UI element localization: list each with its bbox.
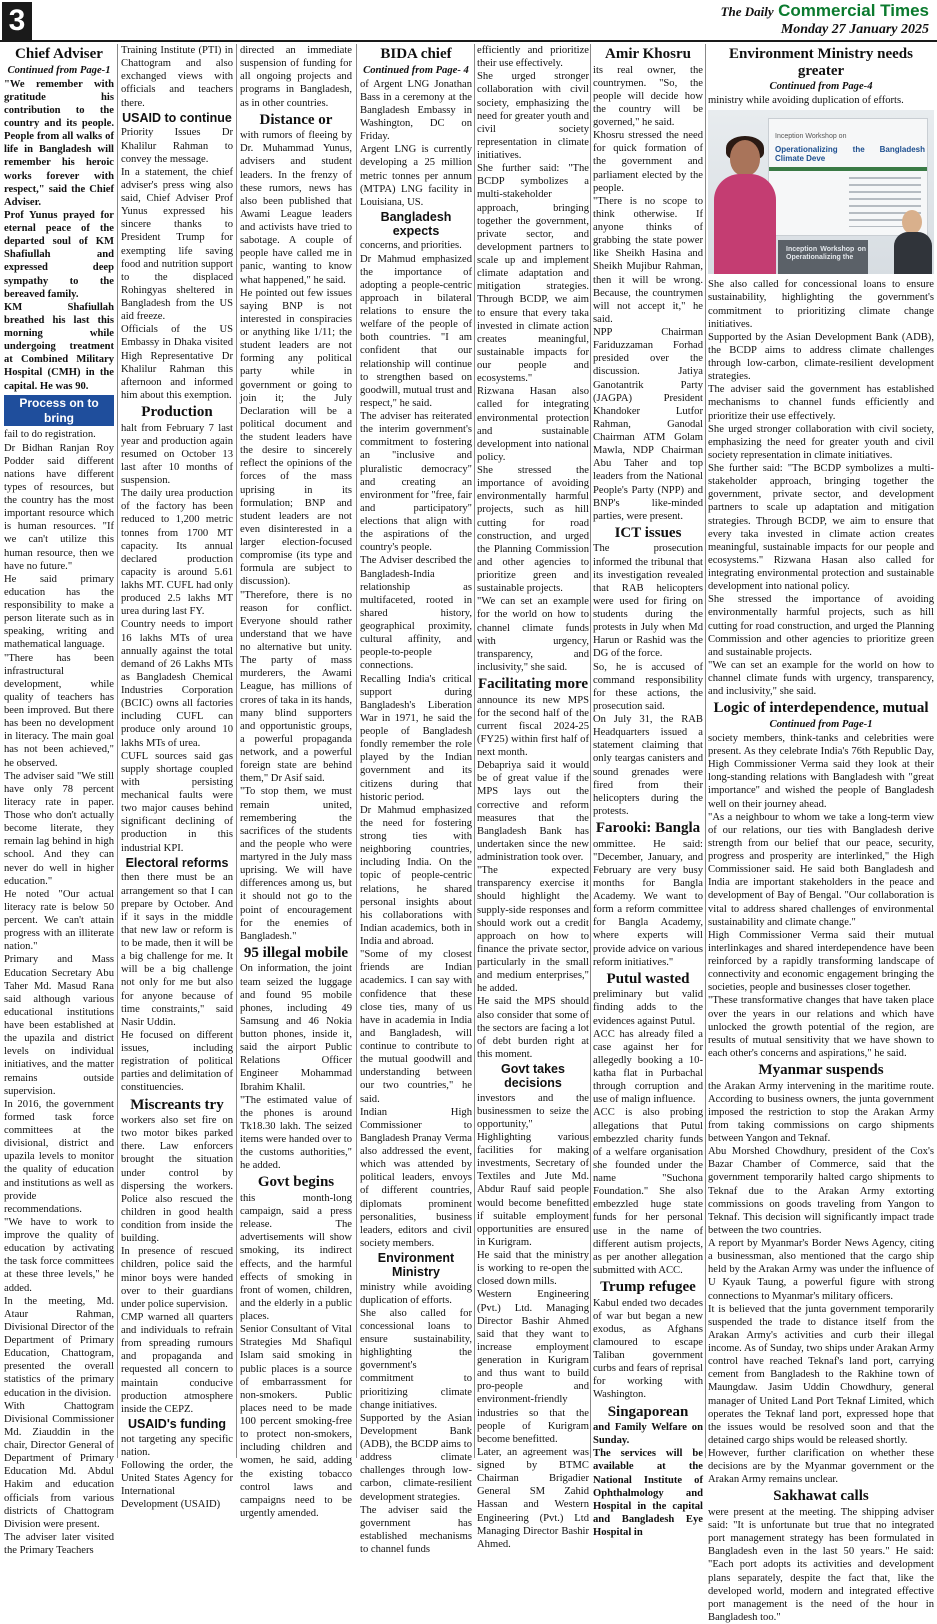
paragraph: He said that the ministry is working to re-open the closed down mills. <box>477 1250 589 1288</box>
paragraph: its real owner, the countrymen. "So, the people will decide how the country will be governed," he said. <box>593 64 703 128</box>
paragraph: and Family Welfare on Sunday. <box>593 1422 703 1447</box>
paragraph: Prof Yunus prayed for eternal peace of the departed soul of KM Shafiullah and expressed deep sympathy to the bereaved family. <box>4 209 114 300</box>
paragraph: In presence of rescued children, police said the minor boys were handed over to their guardians under police supervision. <box>121 1246 233 1310</box>
speaker-head <box>730 140 760 176</box>
headline: Myanmar suspends <box>758 1062 884 1078</box>
paragraph: Highlighting various facilities for making investments, Secretary of Textiles and Jute Md. Abdur Rauf said people would become benefitted if suitable employment opportunities are ensured in Kurigram. <box>477 1131 589 1248</box>
paragraph: Khosru stressed the need for quick formation of the government and parliament elected by the people. <box>593 130 703 194</box>
paragraph: On information, the joint team seized the luggage and found 95 mobile phones, including 49 Samsung and 46 Nokia button phones, inside it, said the airport Public Relations Officer Engineer Mohammad Ibrahim Khalil. <box>240 963 352 1093</box>
headline: USAID to continue <box>122 110 232 125</box>
paragraph: preliminary but valid finding adds to the evidences against Putul. <box>593 989 703 1027</box>
paragraph: She also called for concessional loans to ensure sustainability, highlighting the government's commitment to prioritizing climate change initiatives. <box>708 279 934 330</box>
paragraph: "We have to work to improve the quality of education by activating the task force committees at these three levels," he added. <box>4 1216 114 1294</box>
paragraph: Abu Morshed Chowdhury, president of the Cox's Bazar Chamber of Commerce, said that the government temporarily halted cargo shipments to Teknaf due to the Arakan Army extorting commissions on goods traveling from Yangon to Teknaf. This decision will significantly impact trade between the two countries. <box>708 1146 934 1236</box>
paragraph: The adviser later visited the Primary Teachers <box>4 1531 114 1556</box>
paragraph: "We remember with gratitude his contribution to the country and its people. People from all walks of life in Bangladesh will remember his heroic works forever with respect," said the Chief Adviser. <box>4 78 114 208</box>
screen-strip <box>769 167 927 171</box>
paragraph: Indian High Commissioner to Bangladesh Pranay Verma also addressed the event, which was attended by political leaders, envoys of different countries, diplomats prominent personalities, business leaders, editors and civil society members. <box>360 1106 472 1249</box>
headline: Electoral reforms <box>125 855 229 870</box>
paragraph: ministry while avoiding duplication of efforts. <box>708 95 904 107</box>
column-2 <box>121 44 233 1511</box>
headline: Sakhawat calls <box>773 1488 869 1505</box>
headline: USAID's funding <box>127 1416 227 1431</box>
paragraph: fail to do registration. <box>4 429 96 441</box>
headline: Bangladesh expects <box>380 209 452 238</box>
headline: Logic of interdependence, mutual <box>713 700 929 717</box>
paragraph: She also called for concessional loans to ensure sustainability, highlighting the government's commitment to prioritizing climate change initiatives. <box>360 1307 472 1411</box>
headline: Govt takes decisions <box>501 1062 565 1090</box>
paragraph: Primary and Mass Education Secretary Abu Taher Md. Masud Rana said although various educational institutions have been established at the upazila and district levels on individual initiatives, and the matter remains outside supervision. <box>4 954 114 1097</box>
paragraph: Later, an agreement was signed by BTMC Chairman Brigadier General SM Zahid Hassan and Western Engineering (Pvt.) Ltd Managing Director Bashir Ahmed. <box>477 1446 589 1550</box>
masthead <box>0 0 937 40</box>
column-divider <box>705 44 706 1458</box>
paragraph: halt from February 7 last year and production again resumed on October 13 last after 10 months of suspension. <box>121 422 233 486</box>
paragraph: NPP Chairman Fariduzzaman Forhad presided over the discussion. Jatiya Ganotantrik Party (JAGPA) President Khandoker Lutfor Rahman, Ganodal Chairman ATM Golam Mawla, NDP Chairman Abu Taher and top leaders from the National People's Party (NPP) and BNP's like-minded parties, were present. <box>593 327 703 522</box>
speaker-body <box>714 174 776 274</box>
headline: Govt begins <box>257 1174 335 1191</box>
paragraph: Western Engineering (Pvt.) Ltd. Managing Director Bashir Ahmed said that they want to increase employment generation in Kurigram and thus want to build pro-people and environment-friendly industries so that the people of Kurigram become benefitted. <box>477 1289 589 1445</box>
headline: ICT issues <box>614 524 682 541</box>
paragraph: She further said: "The BCDP symbolizes a multi-stakeholder approach, bringing together the government, private sector, and development partners to scale up adaptation and mitigation strategies. Through BCDP, we aim to ensure that every taka invested in climate action creates meaningful, sustainable impacts for our people and ecosystems." Rizwana Hasan also called for integrating environmental protection and sustainable development into national policy. <box>708 463 934 593</box>
paragraph: directed an immediate suspension of funding for all ongoing projects and programs in Bangladesh, as in other countries. <box>240 45 352 109</box>
paragraph: investors and the businessmen to seize the opportunity," <box>477 1092 589 1130</box>
paragraph: A report by Myanmar's Border News Agency, citing a businessman, also mentioned that the cargo ship held by the Arakan Army was under the influence of U Kyauk Taung, a powerful figure with strong connections to Myanmar's military officers. <box>708 1238 934 1302</box>
headline: Trump refugee <box>600 1279 696 1295</box>
paragraph: "We can set an example for the world on how to channel climate funds with urgency, transparency, and inclusivity," she said. <box>708 659 934 698</box>
paragraph: Training Institute (PTI) in Chattogram and also exchanged views with officials and teachers there. <box>121 45 233 109</box>
paragraph: He said primary education has the responsibility to make a person literate such as in speaking, writing and mathematical language. <box>4 573 114 651</box>
paragraph: The services will be available at the National Institute of Ophthalmology and Hospital in the capital and Bangladesh Eye Hospital in <box>593 1448 703 1538</box>
paragraph: In 2016, the government formed task force committees at the divisional, district and upazila levels to monitor the quality of education and institutions as well as provide recommendations. <box>4 1098 114 1215</box>
column-1 <box>4 44 114 1556</box>
brand-name: Commercial Times <box>778 1 929 20</box>
paragraph: ACC is also probing allegations that Putul embezzled charity funds of a welfare organisation she founded under the name "Suchona Foundation." She also embezzled huge state funds for her personal use in the name of different autism projects, as per another allegation submitted with ACC. <box>593 1107 703 1276</box>
paragraph: "As a neighbour to whom we take a long-term view of our relations, our ties with Bangladesh derive strength from our belief that our peace, security, progress and prosperity are interlinked," the High Commissioner said. He said both Bangladesh and India are important stakeholders in the peace and development of Bay of Bengal. "Our collaboration is vital to address shared challenges of environmental sustainability and climate change." <box>708 811 934 928</box>
attendee-head <box>902 210 922 234</box>
paragraph: The daily urea production of the factory has been reduced to 1,200 metric tonnes from 1700 MT capacity. Its annual declared production capacity is around 5.61 lakhs MT. CUFL had only produced 2.5 lakhs MT urea during last FY. <box>121 488 233 618</box>
paragraph: In the meeting, Md. Ataur Rahman, Divisional Director of the Department of Primary Education, Chattogram, presented the overall statistics of the primary education in the division. <box>4 1295 114 1399</box>
headline: Farooki: Bangla <box>595 820 701 836</box>
paragraph: The prosecution informed the tribunal that its investigation revealed that RAB helicopters were used for firing on students during the protests in July when Md Harun or Rashid was the DG of the force. <box>593 543 703 660</box>
paragraph: She further said: "The BCDP symbolizes a multi-stakeholder approach, bringing together the government, private sector, and development partners to scale up and implement climate adaptation and mitigation strategies. Through BCDP, we aim to ensure that every taka invested in climate action creates meaningful, sustainable impacts for our people and ecosystems." <box>477 163 589 385</box>
paragraph: On July 31, the RAB Headquarters issued a statement claiming that only teargas canisters and sound grenades were fired from their helicopters during the protests. <box>593 714 703 817</box>
brand-prefix: The Daily <box>720 4 774 19</box>
column-3 <box>240 44 352 1519</box>
continued-note: Continued from Page-1 <box>7 64 111 76</box>
paragraph: In a statement, the chief adviser's press wing also said, Chief Adviser Prof Yunus expressed his sincere thanks to President Trump for exempting life saving food and nutrition support to the displaced Rohingyas sheltered in Bangladesh from the US aid freeze. <box>121 166 233 323</box>
headline: Singaporean <box>607 1403 689 1420</box>
headline-band: Process on to bring <box>4 395 114 427</box>
continued-note: Continued from Page- 4 <box>363 64 469 76</box>
headline: Miscreants try <box>130 1096 224 1113</box>
paragraph: efficiently and prioritize their use effectively. <box>477 45 589 70</box>
masthead-rule <box>0 40 937 42</box>
headline: Production <box>141 404 213 420</box>
paragraph: announce its new MPS for the second half of the current fiscal 2024-25 (FY25) within first half of next month. <box>477 694 589 758</box>
paragraph: with rumors of fleeing by Dr. Muhammad Yunus, advisers and student leaders. In the frenzy of these rumors, news has also been published that Awami League leaders and activists have tried to sabotage. A couple of people have called me in panic, wanting to know what happened," he said. <box>240 130 352 286</box>
continued-note: Continued from Page-1 <box>769 718 873 730</box>
paragraph: The adviser has reiterated the interim government's commitment to fostering an "inclusive and pluralistic democracy" and creating an environment for "free, fair and participatory" elections that align with the aspirations of the country's people. <box>360 411 472 554</box>
paragraph: So, he is accused of command responsibility for these actions, the prosecution said. <box>593 661 703 712</box>
column-4 <box>360 44 472 1555</box>
news-photo <box>708 110 934 274</box>
paragraph: Priority Issues Dr Khalilur Rahman to convey the message. <box>121 127 233 165</box>
paragraph: He focused on different issues, including registration of political parties and delimitation of constituencies. <box>121 1029 233 1094</box>
paragraph: "These transformative changes that have taken place over the years in our relations and which have unlocked the growth potential of the region, are results of mutual sensitivity that we have shown to each other's concerns and aspirations," he said. <box>708 995 934 1059</box>
paragraph: "We can set an example for the world on how to channel climate funds with urgency, transparency, and inclusivity," she said. <box>477 596 589 673</box>
headline: Amir Khosru <box>605 46 691 62</box>
paragraph: society members, think-tanks and celebrities were present. As they celebrate India's 76th Republic Day, High Commissioner Verma said they look at their long-standing relations with Bangladesh with "great importance" and wished the people of Bangladesh well on their journey ahead. <box>708 732 934 810</box>
paragraph: The adviser said the government has established mechanisms to channel funds <box>360 1504 472 1555</box>
paragraph: "Some of my closest friends are Indian academics. I can say with confidence that these close ties, many of us have in academia in India and Bangladesh, will continue to contribute to the mutual goodwill and understanding between our two countries," he said. <box>360 949 472 1105</box>
paragraph: The Adviser described the Bangladesh-India relationship as multifaceted, rooted in shared history, geographical proximity, cultural affinity, and people-to-people connections. <box>360 555 472 672</box>
paragraph: were present at the meeting. The shipping adviser said: "It is unfortunate but true that no integrated port management strategy has been formulated in Bangladesh even in the last 50 years." He said: "Each port adopts its activities and development plans separately, despite the fact that, like the developed world, modern and integrated effective port management is the need of the hour in Bangladesh too." <box>708 1506 934 1623</box>
column-divider <box>356 44 357 1458</box>
paragraph: Dr Bidhan Ranjan Roy Podder said different nations have different types of resources, but the country has the most important resource which is human resources. "If we can't utilize this human resource, then we have no future." <box>4 442 114 572</box>
paragraph: ACC has already filed a case against her for allegedly booking a 10-katha flat in Purbachal through corruption and use of malign influence. <box>593 1028 703 1106</box>
paragraph: CUFL sources said gas supply shortage coupled with persisting mechanical faults were two major causes behind significant declining of production in this industrial KPI. <box>121 750 233 854</box>
screen-subtitle: Inception Workshop on <box>775 133 847 141</box>
headline: Putul wasted <box>606 970 690 987</box>
paragraph: this month-long campaign, said a press release. The advertisements will show smoking, its indirect effects, and the harmful effects of smoking in front of women, children, and the elderly in a public places. <box>240 1192 352 1322</box>
screen-title: Operationalizing the Bangladesh Climate Deve <box>775 145 925 164</box>
newspaper-brand <box>721 1 929 38</box>
issue-date: Monday 27 January 2025 <box>780 22 929 37</box>
paragraph: "There has been infrastructural development, while quality of teachers has been improved. But there has been no development in literacy. The main goal has not been achieved," he observed. <box>4 652 114 769</box>
paragraph: She stressed the importance of avoiding environmentally harmful projects, such as hill cutting for road construction, and urged the Planning Commission and other agencies to prioritize green and sustainable projects. <box>708 594 934 658</box>
paragraph: Dr Mahmud emphasized the need for fostering strong ties with neighboring countries, including India. On the topic of people-centric relations, he shared personal insights about his collaborations with Indian academics, both in India and abroad. <box>360 804 472 947</box>
attendee-body <box>894 232 932 274</box>
paragraph: He pointed out few issues saying BNP is not interested in conspiracies or anything like 1/11; the student leaders are not forming any political party while in government or going to join it; the July Declaration will be a political document and the student leaders have the desire to sincerely reflect the opinions of the forces of the mass uprising in its formulation; BNP and student leaders are not even disinterested in a larger election-focused compromise (its type and formula are subject to discussion). <box>240 287 352 588</box>
paragraph: The adviser said the government has established mechanisms to channel funds efficiently and prioritize their use effectively. <box>708 384 934 422</box>
paragraph: Rizwana Hasan also called for integrating environmental protection and sustainable development into national policy. <box>477 386 589 463</box>
paragraph: Supported by the Asian Development Bank (ADB), the BCDP aims to address climate challenges through low-carbon, climate-resilient development strategies. <box>708 331 934 383</box>
paragraph: concerns, and priorities. <box>360 240 462 252</box>
column-divider <box>590 44 591 1458</box>
column-divider <box>474 44 475 1458</box>
column-7 <box>708 44 934 1623</box>
headline: 95 illegal mobile <box>243 944 349 961</box>
paragraph: Supported by the Asian Development Bank (ADB), the BCDP aims to address climate challenges through low-carbon, climate-resilient development strategies. <box>360 1412 472 1503</box>
page-number: 3 <box>2 2 32 40</box>
column-divider <box>117 44 118 1458</box>
headline: Facilitating more <box>477 676 589 692</box>
paragraph: Dr Mahmud emphasized the importance of adopting a people-centric approach in bilateral relations to ensure the welfare of the people of both countries. "I am confident that our relationship will continue to strengthen based on goodwill, mutual trust and respect," he said. <box>360 253 472 409</box>
paragraph: He noted "Our actual literacy rate is below 50 percent. We can't attain progress with an illiterate nation." <box>4 888 114 953</box>
headline: Distance or <box>259 111 333 128</box>
column-6 <box>593 44 704 1538</box>
paragraph: Following the order, the United States Agency for International Development (USAID) <box>121 1459 233 1511</box>
paragraph: Kabul ended two decades of war but began a new exodus, as Afghans clamoured to escape Taliban government curbs and fears of reprisal for working with Washington. <box>593 1297 704 1401</box>
column-divider <box>236 44 237 1458</box>
paragraph: CMP warned all quarters and individuals to refrain from spreading rumours and propaganda and requested all concern to maintain conducive production atmosphere inside the CEPZ. <box>121 1311 233 1415</box>
paragraph: With Chattogram Divisional Commissioner Md. Ziauddin in the chair, Director General of Department of Primary Education Md. Abdul Hakim and education officials from various districts of Chattogram Division were present. <box>4 1400 114 1530</box>
paragraph: However, further clarification on whether these decisions are by the Myanmar government or the Arakan Army remains unclear. <box>708 1448 934 1486</box>
headline: Chief Adviser <box>15 46 103 62</box>
paragraph: "The estimated value of the phones is around Tk18.30 lakh. The seized items were handed over to the customs authorities," he added. <box>240 1094 352 1172</box>
headline: BIDA chief <box>380 46 452 62</box>
attendee-figure <box>892 210 932 274</box>
column-5 <box>477 44 589 1550</box>
paragraph: ministry while avoiding duplication of efforts. <box>360 1281 472 1306</box>
paragraph: "The expected transparency exercise it should highlight the supply-side responses and should work out a credit approach on how to finance the private sector, particularly in the small and medium enterprises," he added. <box>477 865 589 995</box>
paragraph: "To stop them, we must remain united, remembering the sacrifices of the students and the people who were martyred in the July mass uprising. We will have differences among us, but it should not go to the point of encouragement for the enemies of Bangladesh." <box>240 786 352 942</box>
paragraph: High Commissioner Verma said their mutual interlinkages and shared interdependence have been reinforced by a rapidly transforming landscape of connectivity and economic engagement bringing the societies, people and businesses closer together. <box>708 929 934 994</box>
headline: Environment Ministry needs greater <box>729 46 913 79</box>
podium-banner-text: Inception Workshop on Operationalizing the <box>786 246 866 261</box>
paragraph: Recalling India's critical support during Bangladesh's Liberation War in 1971, he said the people of Bangladesh fondly remember the role played by the Indian government and its citizens during that historic period. <box>360 673 472 803</box>
speaker-figure <box>714 140 776 274</box>
paragraph: He said the MPS should also consider that some of the sectors are facing a lot of debt burden right at this moment. <box>477 996 589 1060</box>
paragraph: KM Shafiullah breathed his last this morning while undergoing treatment at Combined Military Hospital (CMH) in the capital. He was 90. <box>4 301 114 392</box>
paragraph: not targeting any specific nation. <box>121 1433 233 1458</box>
paragraph: She stressed the importance of avoiding environmentally harmful projects, such as hill cutting for road construction, and urged the Planning Commission and other agencies to prioritize green and sustainable projects. <box>477 465 589 595</box>
paragraph: Country needs to import 16 lakhs MTs of urea annually against the total demand of 26 Lakhs MTs as Bangladesh Chemical Industries Corporation (BCIC) owns all factories including CUFL can produce only around 10 lakhs MTs of urea. <box>121 619 233 749</box>
paragraph: "Therefore, there is no reason for conflict. Everyone should rather understand that we have no alternative but unity. The party of mass murderers, the Awami League, has millions of crores of taka in its hands, many blind supporters and opportunistic groups, a powerful propaganda network, and a powerful foreign state are behind them," Dr Asif said. <box>240 589 352 785</box>
paragraph: "There is no scope to think otherwise. If anyone thinks of grabbing the state power like Sheikh Hasina and Sheikh Mujibur Rahman, then it will be wrong. Because, the countrymen will not accept it," he said. <box>593 195 703 325</box>
paragraph: then there must be an arrangement so that I can prepare by October. And if it says in the middle that new law or reform is to be made, then it will be a big challenge for me. It will be a big challenge not only for me but also for anyone because of time constraints," said Nasir Uddin. <box>121 872 233 1028</box>
paragraph: Debapriya said it would be of great value if the MPS lays out the corrective and reform measures that the Bangladesh Bank has undertaken since the new administration took over. <box>477 760 589 863</box>
paragraph: of Argent LNG Jonathan Bass in a ceremony at the Bangladesh Embassy in Washington, DC on Friday. <box>360 78 472 143</box>
paragraph: Argent LNG is currently developing a 25 million metric tonnes per annum (MTPA) LNG facility in Louisiana, US. <box>360 144 472 208</box>
paragraph: It is believed that the junta government temporarily suspended the trade to distance itself from the Arakan Army's activities and curb their illegal income. As of Sunday, two ships under Arakan Army control have reached Teknaf's land port, carrying cement from Bangladesh to the Rakhine town of Maungdaw. Jasim Uddin Chowdhury, general manager of United Land Port Teknaf Limited, which operates the Teknaf land port, expressed hope that the issues would be resolved soon and that the detained cargo ships would be released shortly. <box>708 1303 934 1446</box>
paragraph: ommittee. He said: "December, January, and February are very busy months for Bangla Academy. We want to form a reform committee for Bangla Academy, where experts will provide advice on various reform initiatives." <box>593 838 703 968</box>
paragraph: Senior Consultant of Vital Strategies Md Shafiqul Islam said smoking in public places is a source of embarrassment for non-smokers. Public places need to be made 100 percent smoking-free to protect non-smokers, including children and women, he said, adding the existing tobacco control laws and campaigns need to be urgently amended. <box>240 1324 352 1519</box>
paragraph: Officials of the US Embassy in Dhaka visited High Representative Dr Khalilur Rahman this afternoon and informed him about this exemption. <box>121 324 233 401</box>
paragraph: The adviser said "We still have only 78 percent literacy rate in paper. Those who don't actually become literate, they remain lag behind in high school. And they can never do well in higher education." <box>4 770 114 887</box>
paragraph: the Arakan Army intervening in the maritime route. According to business owners, the junta government imposed the restriction to stop the Arakan Army from taking commissions on cargo shipments between Yangon and Teknaf. <box>708 1080 934 1144</box>
paragraph: She urged stronger collaboration with civil society, emphasizing the need for greater youth and civil society representation in climate initiatives. <box>708 423 934 461</box>
continued-note: Continued from Page-4 <box>769 81 873 92</box>
paragraph: workers also set fire on two motor bikes parked there. Law enforcers brought the situation under control by dispersing the workers. Police also rescued the children in good health condition from inside the building. <box>121 1115 233 1245</box>
headline: Environment Ministry <box>377 1251 455 1279</box>
paragraph: She urged stronger collaboration with civil society, emphasizing the need for greater youth and civil society representation in climate initiatives. <box>477 71 589 161</box>
